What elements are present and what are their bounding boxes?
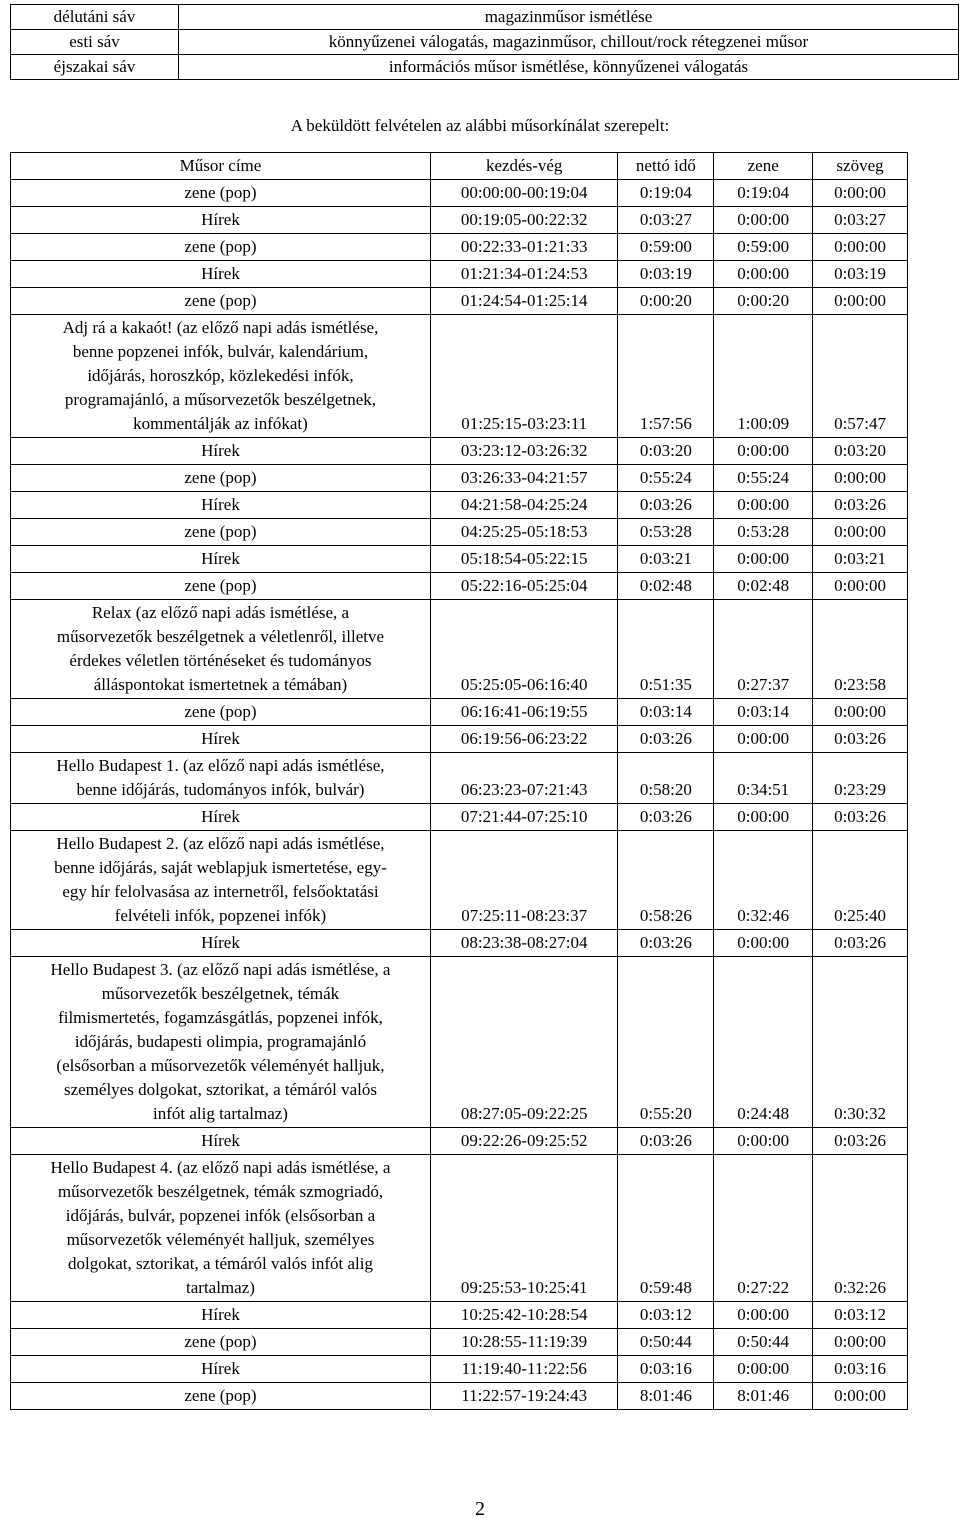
- row-net-time: 0:00:20: [618, 288, 714, 315]
- row-time: 05:22:16-05:25:04: [430, 573, 618, 600]
- row-title-line: érdekes véletlen történéseket és tudományos: [69, 651, 372, 670]
- row-title: [11, 957, 431, 1128]
- row-text-time: 0:03:26: [813, 930, 908, 957]
- row-music-time: 0:00:00: [714, 492, 813, 519]
- row-music-time: 0:02:48: [714, 573, 813, 600]
- header-net: nettó idő: [618, 153, 714, 180]
- row-time: 09:22:26-09:25:52: [430, 1128, 618, 1155]
- row-text-time: 0:00:00: [813, 519, 908, 546]
- slot-name: éjszakai sáv: [11, 55, 179, 80]
- row-net-time: 8:01:46: [618, 1383, 714, 1410]
- slot-content: könnyűzenei válogatás, magazinműsor, chillout/rock rétegzenei műsor: [179, 30, 959, 55]
- row-title-line: kommentálják az infókat): [133, 414, 308, 433]
- row-text-time: 0:00:00: [813, 288, 908, 315]
- row-time: 03:26:33-04:21:57: [430, 465, 618, 492]
- row-title: zene (pop): [11, 573, 431, 600]
- row-title-line: benne időjárás, tudományos infók, bulvár): [76, 780, 365, 799]
- row-music-time: 0:32:46: [714, 831, 813, 930]
- row-title-line: álláspontokat ismertetnek a témában): [93, 675, 348, 694]
- row-time: 07:25:11-08:23:37: [430, 831, 618, 930]
- row-title: zene (pop): [11, 699, 431, 726]
- row-title-line: programajánló, a műsorvezetők beszélgetnek,: [64, 390, 376, 409]
- row-text-time: 0:03:26: [813, 726, 908, 753]
- row-title: Hírek: [11, 546, 431, 573]
- row-music-time: 0:00:00: [714, 1302, 813, 1329]
- row-title: zene (pop): [11, 519, 431, 546]
- row-net-time: 0:50:44: [618, 1329, 714, 1356]
- row-text-time: 0:03:26: [813, 1128, 908, 1155]
- row-text-time: 0:00:00: [813, 234, 908, 261]
- row-net-time: 0:59:48: [618, 1155, 714, 1302]
- row-title: zene (pop): [11, 1383, 431, 1410]
- row-time: 05:25:05-06:16:40: [430, 600, 618, 699]
- row-music-time: 1:00:09: [714, 315, 813, 438]
- row-time: 10:25:42-10:28:54: [430, 1302, 618, 1329]
- row-time: 08:23:38-08:27:04: [430, 930, 618, 957]
- row-text-time: 0:32:26: [813, 1155, 908, 1302]
- row-title-line: időjárás, horoszkóp, közlekedési infók,: [87, 366, 354, 385]
- row-music-time: 0:00:00: [714, 804, 813, 831]
- row-net-time: 0:03:16: [618, 1356, 714, 1383]
- row-title: Hírek: [11, 492, 431, 519]
- slot-content: magazinműsor ismétlése: [179, 5, 959, 30]
- table-row: [11, 207, 908, 234]
- row-text-time: 0:03:20: [813, 438, 908, 465]
- row-time: 04:21:58-04:25:24: [430, 492, 618, 519]
- row-title: zene (pop): [11, 234, 431, 261]
- row-title: Hírek: [11, 1356, 431, 1383]
- row-music-time: 0:34:51: [714, 753, 813, 804]
- row-music-time: 0:00:00: [714, 438, 813, 465]
- header-row: [11, 153, 908, 180]
- row-title-line: filmismertetés, fogamzásgátlás, popzenei infók,: [58, 1008, 383, 1027]
- row-music-time: 0:00:00: [714, 546, 813, 573]
- table-row: [11, 957, 908, 1128]
- row-text-time: 0:57:47: [813, 315, 908, 438]
- slot-row: [11, 55, 959, 80]
- row-title: [11, 600, 431, 699]
- row-net-time: 0:03:20: [618, 438, 714, 465]
- row-music-time: 0:27:22: [714, 1155, 813, 1302]
- row-net-time: 0:53:28: [618, 519, 714, 546]
- row-net-time: 0:03:14: [618, 699, 714, 726]
- row-music-time: 0:03:14: [714, 699, 813, 726]
- row-title-line: műsorvezetők beszélgetnek, témák: [101, 984, 340, 1003]
- row-net-time: 0:03:27: [618, 207, 714, 234]
- row-title-line: benne időjárás, saját weblapjuk ismertetése, egy-: [54, 858, 387, 877]
- slot-row: [11, 5, 959, 30]
- row-text-time: 0:30:32: [813, 957, 908, 1128]
- table-row: [11, 465, 908, 492]
- row-music-time: 0:19:04: [714, 180, 813, 207]
- header-text: szöveg: [813, 153, 908, 180]
- row-time: 03:23:12-03:26:32: [430, 438, 618, 465]
- row-title: [11, 831, 431, 930]
- table-row: [11, 930, 908, 957]
- row-music-time: 0:27:37: [714, 600, 813, 699]
- row-music-time: 0:00:00: [714, 930, 813, 957]
- row-music-time: 0:00:00: [714, 1356, 813, 1383]
- row-text-time: 0:25:40: [813, 831, 908, 930]
- row-net-time: 0:55:24: [618, 465, 714, 492]
- row-title: Hírek: [11, 930, 431, 957]
- row-text-time: 0:03:27: [813, 207, 908, 234]
- row-time: 09:25:53-10:25:41: [430, 1155, 618, 1302]
- row-text-time: 0:00:00: [813, 573, 908, 600]
- row-net-time: 0:51:35: [618, 600, 714, 699]
- table-row: [11, 1128, 908, 1155]
- table-row: [11, 1155, 908, 1302]
- row-time: 01:25:15-03:23:11: [430, 315, 618, 438]
- row-net-time: 0:03:21: [618, 546, 714, 573]
- header-title: Műsor címe: [11, 153, 431, 180]
- row-title-line: időjárás, bulvár, popzenei infók (elsősorban a: [65, 1206, 376, 1225]
- row-music-time: 0:24:48: [714, 957, 813, 1128]
- row-net-time: 0:03:26: [618, 726, 714, 753]
- table-row: [11, 438, 908, 465]
- slot-name: esti sáv: [11, 30, 179, 55]
- row-net-time: 0:58:20: [618, 753, 714, 804]
- row-title: Hírek: [11, 207, 431, 234]
- row-text-time: 0:00:00: [813, 1329, 908, 1356]
- table-row: [11, 519, 908, 546]
- row-net-time: 0:02:48: [618, 573, 714, 600]
- row-music-time: 0:00:00: [714, 261, 813, 288]
- row-text-time: 0:23:58: [813, 600, 908, 699]
- row-music-time: 8:01:46: [714, 1383, 813, 1410]
- row-music-time: 0:00:00: [714, 726, 813, 753]
- row-title-line: személyes dolgokat, sztorikat, a témáról valós: [63, 1080, 377, 1099]
- header-music: zene: [714, 153, 813, 180]
- row-title-line: műsorvezetők beszélgetnek a véletlenről, illetve: [56, 627, 385, 646]
- table-row: [11, 315, 908, 438]
- row-title-line: benne popzenei infók, bulvár, kalendárium,: [72, 342, 369, 361]
- row-time: 05:18:54-05:22:15: [430, 546, 618, 573]
- row-time: 11:19:40-11:22:56: [430, 1356, 618, 1383]
- table-row: [11, 804, 908, 831]
- row-title: Hírek: [11, 726, 431, 753]
- row-time: 08:27:05-09:22:25: [430, 957, 618, 1128]
- row-title: Hírek: [11, 1128, 431, 1155]
- table-row: [11, 699, 908, 726]
- table-row: [11, 546, 908, 573]
- table-row: [11, 753, 908, 804]
- row-title: [11, 315, 431, 438]
- row-title-line: időjárás, budapesti olimpia, programajánló: [74, 1032, 367, 1051]
- row-title-line: infót alig tartalmaz): [152, 1104, 288, 1123]
- row-title-line: Adj rá a kakaót! (az előző napi adás ismétlése,: [62, 318, 379, 337]
- row-text-time: 0:03:21: [813, 546, 908, 573]
- row-text-time: 0:03:16: [813, 1356, 908, 1383]
- row-music-time: 0:00:20: [714, 288, 813, 315]
- row-title-line: tartalmaz): [186, 1278, 255, 1297]
- row-music-time: 0:00:00: [714, 207, 813, 234]
- row-title: [11, 1155, 431, 1302]
- table-row: [11, 234, 908, 261]
- row-time: 11:22:57-19:24:43: [430, 1383, 618, 1410]
- row-net-time: 0:03:19: [618, 261, 714, 288]
- row-text-time: 0:00:00: [813, 1383, 908, 1410]
- table-row: [11, 1302, 908, 1329]
- row-time: 00:19:05-00:22:32: [430, 207, 618, 234]
- row-title-line: (elsősorban a műsorvezetők véleményét halljuk,: [56, 1056, 385, 1075]
- row-title-line: Hello Budapest 1. (az előző napi adás ismétlése,: [56, 756, 385, 775]
- row-title: zene (pop): [11, 1329, 431, 1356]
- row-title-line: Hello Budapest 4. (az előző napi adás ismétlése, a: [50, 1158, 391, 1177]
- row-text-time: 0:03:26: [813, 492, 908, 519]
- row-title: [11, 753, 431, 804]
- page-number: 2: [475, 1498, 485, 1520]
- row-net-time: 0:03:26: [618, 930, 714, 957]
- row-title-line: Hello Budapest 2. (az előző napi adás ismétlése,: [56, 834, 385, 853]
- row-title: Hírek: [11, 261, 431, 288]
- row-time: 04:25:25-05:18:53: [430, 519, 618, 546]
- row-title-line: műsorvezetők beszélgetnek, témák szmogriadó,: [57, 1182, 384, 1201]
- row-time: 10:28:55-11:19:39: [430, 1329, 618, 1356]
- row-text-time: 0:03:26: [813, 804, 908, 831]
- row-text-time: 0:00:00: [813, 180, 908, 207]
- row-net-time: 0:03:12: [618, 1302, 714, 1329]
- header-time: kezdés-vég: [430, 153, 618, 180]
- row-music-time: 0:59:00: [714, 234, 813, 261]
- row-title-line: egy hír felolvasása az internetről, felsőoktatási: [62, 882, 379, 901]
- row-time: 06:16:41-06:19:55: [430, 699, 618, 726]
- table-row: [11, 180, 908, 207]
- row-title: zene (pop): [11, 180, 431, 207]
- row-time: 06:23:23-07:21:43: [430, 753, 618, 804]
- row-net-time: 0:03:26: [618, 1128, 714, 1155]
- table-row: [11, 1329, 908, 1356]
- row-title: Hírek: [11, 804, 431, 831]
- programme-caption: A beküldött felvételen az alábbi műsorkínálat szerepelt:: [290, 116, 670, 135]
- row-net-time: 0:55:20: [618, 957, 714, 1128]
- table-row: [11, 261, 908, 288]
- row-time: 07:21:44-07:25:10: [430, 804, 618, 831]
- row-title-line: dolgokat, sztorikat, a témáról valós infót alig: [67, 1254, 373, 1273]
- table-row: [11, 831, 908, 930]
- row-time: 00:00:00-00:19:04: [430, 180, 618, 207]
- row-text-time: 0:00:00: [813, 465, 908, 492]
- row-title: Hírek: [11, 438, 431, 465]
- broadcast-slots-table: [10, 4, 959, 80]
- row-net-time: 1:57:56: [618, 315, 714, 438]
- row-music-time: 0:55:24: [714, 465, 813, 492]
- table-row: [11, 1383, 908, 1410]
- row-time: 00:22:33-01:21:33: [430, 234, 618, 261]
- row-music-time: 0:00:00: [714, 1128, 813, 1155]
- row-text-time: 0:23:29: [813, 753, 908, 804]
- row-music-time: 0:53:28: [714, 519, 813, 546]
- slot-name: délutáni sáv: [11, 5, 179, 30]
- slot-content: információs műsor ismétlése, könnyűzenei válogatás: [179, 55, 959, 80]
- row-music-time: 0:50:44: [714, 1329, 813, 1356]
- row-title-line: Relax (az előző napi adás ismétlése, a: [91, 603, 350, 622]
- table-row: [11, 726, 908, 753]
- row-text-time: 0:03:12: [813, 1302, 908, 1329]
- slot-row: [11, 30, 959, 55]
- row-title: Hírek: [11, 1302, 431, 1329]
- row-title: zene (pop): [11, 288, 431, 315]
- table-row: [11, 573, 908, 600]
- row-time: 01:24:54-01:25:14: [430, 288, 618, 315]
- programme-table: [10, 152, 908, 1410]
- row-title-line: felvételi infók, popzenei infók): [114, 906, 327, 925]
- row-net-time: 0:03:26: [618, 804, 714, 831]
- row-time: 06:19:56-06:23:22: [430, 726, 618, 753]
- row-title: zene (pop): [11, 465, 431, 492]
- row-text-time: 0:03:19: [813, 261, 908, 288]
- table-row: [11, 1356, 908, 1383]
- row-text-time: 0:00:00: [813, 699, 908, 726]
- table-row: [11, 600, 908, 699]
- row-net-time: 0:58:26: [618, 831, 714, 930]
- row-title-line: műsorvezetők véleményét halljuk, személyes: [66, 1230, 375, 1249]
- table-row: [11, 288, 908, 315]
- row-title-line: Hello Budapest 3. (az előző napi adás ismétlése, a: [50, 960, 391, 979]
- row-net-time: 0:59:00: [618, 234, 714, 261]
- table-row: [11, 492, 908, 519]
- row-time: 01:21:34-01:24:53: [430, 261, 618, 288]
- row-net-time: 0:03:26: [618, 492, 714, 519]
- row-net-time: 0:19:04: [618, 180, 714, 207]
